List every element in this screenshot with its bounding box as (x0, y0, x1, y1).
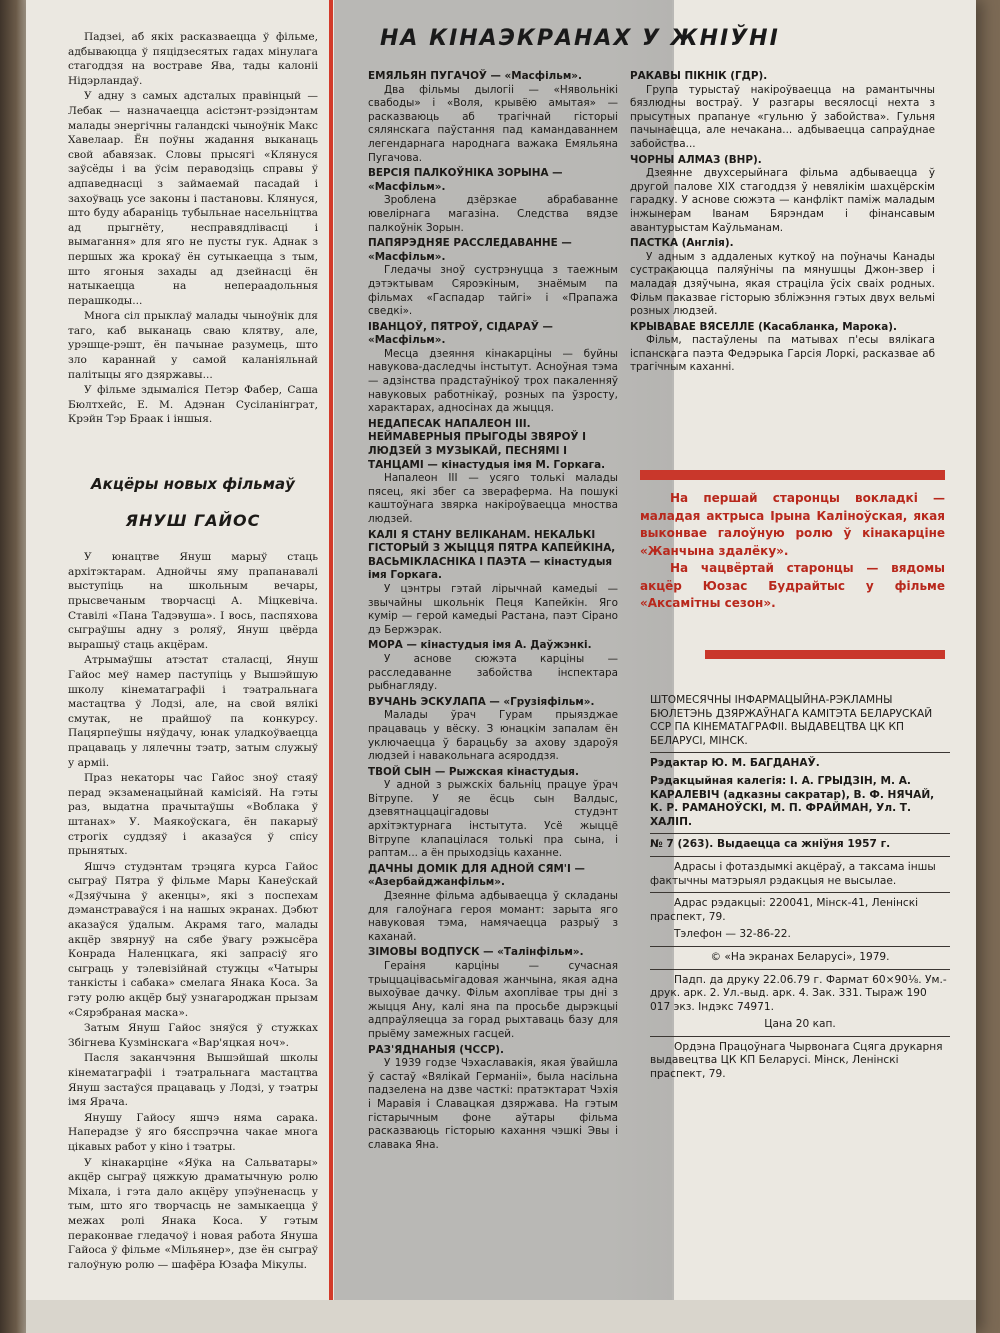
imprint-board: Рэдакцыйная калегія: І. А. ГРЫДЗІН, М. А. КАРАЛЕВІЧ (адказны сакратар), В. Ф. НЯЧАЙ, К. Р. РАМАНОЎСКІ, М. П. ФРАЙМАН, Ул. Т. ХАЛІП. (650, 774, 935, 828)
film-entry (368, 167, 618, 235)
film-description: Два фільмы дылогіі — «Нявольнікі свабоды» і «Воля, крывёю амытая» — расказваюць аб трагічнай гісторыі сялянскага паўстання пад камандаваннем легендарнага народнага важака Емяльяна Пугачова. (368, 83, 618, 164)
imprint-rule (650, 969, 950, 970)
film-heading: ДАЧНЫ ДОМІК ДЛЯ АДНОЙ СЯМ'І — «Азербайджанфільм». (368, 862, 585, 889)
film-heading: ВУЧАНЬ ЭСКУЛАПА — «Грузіяфільм». (368, 695, 595, 708)
imprint-about: ШТОМЕСЯЧНЫ ІНФАРМАЦЫЙНА-РЭКЛАМНЫ БЮЛЕТЭНЬ ДЗЯРЖАЎНАГА КАМІТЭТА БЕЛАРУСКАЙ ССР ПА КІНЕМАТАГРАФІІ. ВЫДАВЕЦТВА ЦК КП БЕЛАРУСІ, МІНСК. (650, 694, 933, 747)
imprint-print-details: Падп. да друку 22.06.79 г. Фармат 60×90⅛. Ум.-друк. арк. 2. Ул.-выд. арк. 4. Зак. 331. Тыраж 190 017 экз. Індэкс 74971. (650, 973, 947, 1013)
film-entry (368, 639, 618, 693)
imprint-rule (650, 856, 950, 857)
films-column-right (630, 70, 935, 377)
bio-paragraph: Праз некаторы час Гайос зноў стаяў перад экзаменацыйнай камісіяй. На гэты раз, выдатна прачытаўшы «Воблака ў штанах» У. Маякоўскага, ён пакарыў строгіх суддзяў і аказаўся ў спісу прынятых. (68, 772, 318, 858)
film-entry (368, 529, 618, 638)
bio-paragraph: У кінакарціне «Яўка на Сальватары» акцёр сыграў цяжкую драматычную ролю Міхала, і гэта дало акцёру упэўненасць у тым, што яго творчасць не замыкаецца ў межах ролі Янака Коса. У гэтым пераконвае гледачоў і новая работа Януша Гайоса ў фільме «Мільянер», дзе ён сыграў галоўную ролю — шафёра Юзафа Мікулы. (68, 1156, 318, 1271)
film-heading: НЕДАПЕСАК НАПАЛЕОН III. НЕЙМАВЕРНЫЯ ПРЫГОДЫ ЗВЯРОЎ І ЛЮДЗЕЙ З МУЗЫКАЙ, ПЕСНЯМІ І ТАНЦАМІ — кінастудыя імя М. Горкага. (368, 417, 606, 471)
intro-paragraph: У фільме здымаліся Петэр Фабер, Саша Бюлтхейс, Е. М. Адэнан Сусіланінграт, Крэйн Тэр Браак і іншыя. (68, 384, 318, 426)
imprint-issue: № 7 (263). Выдаецца са жніўня 1957 г. (650, 838, 891, 851)
imprint-rule (650, 833, 950, 834)
film-heading: ПАПЯРЭДНЯЕ РАССЛЕДАВАННЕ — «Масфільм». (368, 237, 572, 263)
imprint-block (650, 694, 950, 1086)
film-heading: РАКАВЫ ПІКНІК (ГДР). (630, 70, 768, 82)
film-description: Дзеянне двухсерыйнага фільма адбываецца ў другой палове XIX стагоддзя ў невялікім шахцёрскім гарадку. У аснове сюжэта — канфлікт паміж маладым інжынерам Іванам Бярэндам і фінансавым авантурыстам Каўльманам. (630, 167, 935, 234)
imprint-copyright: © «На экранах Беларусі», 1979. (710, 950, 890, 963)
film-heading: КРЫВАВАЕ ВЯСЕЛЛЕ (Касабланка, Марока). (630, 320, 897, 333)
film-description: Месца дзеяння кінакарціны — буйны навукова-даследчы інстытут. Асноўная тэма — адзінства прадстаўнікоў трох пакаленняў навуковых работнікаў, розных па ўзросту, характарах, адносінах да жыцця. (368, 347, 618, 415)
film-description: У адной з рыжскіх бальніц працуе ўрач Вітрупе. У яе ёсць сын Валдыс, дзевятнаццацігадовы студэнт архітэктурнага інстытута. Усё жыццё Вітрупе клапацілася толькі пра сына, і раптам... а ён прыходзіць каханне. (368, 779, 618, 860)
film-description: Гераіня карціны — сучасная трыццацівасьмігадовая жанчына, якая адна выхоўвае дачку. Фільм ахоплівае тры дні з жыцця Ану, калі яна па просьбе дырэкцыі адпраўляецца за горад рыхтаваць базу для прыёму замежных гасцей. (368, 960, 618, 1040)
film-entry (368, 946, 618, 1041)
film-heading: ТВОЙ СЫН — Рыжская кінастудыя. (368, 765, 579, 778)
film-description: Дзеянне фільма адбываецца ў складаны для галоўнага героя момант: зарыта яго навуковая тэма, намячаецца разрыў з каханай. (368, 890, 618, 943)
film-entry (368, 70, 618, 165)
imprint-rule (650, 946, 950, 947)
film-entry (630, 154, 935, 236)
film-description: Зроблена дзёрзкае абрабаванне ювелірнага магазіна. Следства вядзе палкоўнік Зорын. (368, 194, 618, 234)
film-heading: МОРА — кінастудыя імя А. Даўжэнкі. (368, 639, 592, 652)
film-entry (368, 321, 618, 416)
film-entry (630, 70, 935, 152)
film-heading: КАЛІ Я СТАНУ ВЕЛІКАНАМ. НЕКАЛЬКІ ГІСТОРЫЙ З ЖЫЦЦЯ ПЯТРА КАПЕЙКІНА, ВАСЬМІКЛАСНІКА І ПАЭТА — кінастудыя імя Горкага. (368, 528, 616, 582)
film-description: У аснове сюжэта карціны — расследаванне забойства інспектара рыбнагляду. (368, 652, 618, 693)
film-entry (368, 766, 618, 861)
imprint-note: Адрасы і фотаздымкі акцёраў, а таксама іншы фактычны матэрыял рэдакцыя не высылае. (650, 860, 936, 887)
imprint-rule (650, 1036, 950, 1037)
bio-paragraph: Атрымаўшы атэстат сталасці, Януш Гайос меў намер паступіць у Вышэйшую школу кінематаграфіі і тэатральнага мастацтва ў Лодзі, але, на свой вялікі смутак, не прайшоў па конкурсу. Пацярпеўшы няўдачу, юнак уладкоўваецца працаваць у лялечны тэатр, затым служыў у арміі. (68, 654, 318, 769)
bio-paragraph: У юнацтве Януш марыў стаць архітэктарам. Аднойчы яму прапанавалі выступіць на школьным вечары, прысвечаным творчасці А. Міцкевіча. Ставілі «Пана Тадэвуша». І вось, паспяхова сыграўшы адну з роляў, Януш цвёрда вырашыў стаць акцёрам. (68, 551, 318, 651)
film-entry (630, 321, 935, 375)
bio-paragraph: Яшчэ студэнтам трэцяга курса Гайос сыграў Пятра ў фільме Мары Канеўскай «Дзяўчына ў акенцы», які з поспехам дэманстраваўся і на нашых экранах. Дэбют аказаўся ўдалым. Акрамя таго, малады акцёр звярнуў на сябе ўвагу рэжысёра Конрада Наленцкага, які запрасіў яго сыграць у тэлевізійнай стужцы «Чатыры танкісты і сабака» смелага Янака Коса. За гэту ролю акцёр быў узнагароджан прызам «Сярэбраная маска». (68, 860, 318, 1019)
cover-note-first: На першай старонцы вокладкі — маладая актрыса Ірына Каліноўская, якая выконвае галоўную ролю ў кінакарціне «Жанчына здалёку». (640, 491, 945, 558)
film-description: Напалеон III — усяго толькі малады пясец, які збег са звераферма. На пошукі каштоўнага звярка накіроўваецца мноства людзей. (368, 472, 618, 525)
imprint-rule (650, 752, 950, 753)
section-title: Акцёры новых фільмаў (91, 475, 295, 494)
page-title: НА КІНАЭКРАНАХ У ЖНІЎНІ (380, 26, 780, 51)
film-entry (368, 237, 618, 319)
film-heading: ІВАНЦОЎ, ПЯТРОЎ, СІДАРАЎ — «Масфільм». (368, 320, 553, 347)
imprint-editor: Рэдактар Ю. М. БАГДАНАЎ. (650, 757, 820, 770)
film-heading: ЧОРНЫ АЛМАЗ (ВНР). (630, 153, 762, 166)
film-description: У цэнтры гэтай лірычнай камедыі — звычайны школьнік Пеця Капейкін. Яго кумір — герой камедыі Растана, паэт Сірано дэ Бержэрак. (368, 582, 618, 636)
film-description: У 1939 годзе Чэхаславакія, якая ўвайшла ў састаў «Вялікай Германіі», была насільна падзелена на дзве часткі: пратэктарат Чэхія і Маравія і Славацкая дзяржава. На гэтым гістарычным фоне аўтары фільма расказваюць гісторыю кахання чэшкі Эвы і славака Яна. (368, 1057, 618, 1151)
film-heading: ЗІМОВЫ ВОДПУСК — «Талінфільм». (368, 946, 584, 959)
film-description: Гледачы зноў сустрэнуцца з таежным дэтэктывам Сяроэкіным, знаёмым па фільмах «Гаспадар тайгі» і «Прапажа сведкі». (368, 264, 618, 318)
film-entry (368, 1044, 618, 1153)
red-divider (329, 0, 333, 1300)
left-column (68, 30, 318, 1273)
imprint-printer: Ордэна Працоўнага Чырвонага Сцяга друкарня выдавецтва ЦК КП Беларусі. Мінск, Ленінскі праспект, 79. (650, 1040, 943, 1081)
intro-paragraph: У адну з самых адсталых правінцый — Лебак — назначаецца асістэнт-рэзідэнтам малады энергічны галандскі чыноўнік Макс Хавелаар. Ён поўны жадання выканаць свой абавязак. Словы прысягі «Клянуся заўсёды і ва ўсім пераводзіць справы ў адпаведнасці з займаемай пасадай і захоўваць усе законы і пастановы. Клянуся, што буду абараніць тубыльнае насельніцтва ад прыгнёту, несправядлівасці і вымагання» для яго не пусты гук. Аднак з першых жа крокаў ён сутыкаецца з тым, што ягоныя захады ад дзейнасці ён натыкаецца на непераадольныя перашкоды... (68, 90, 318, 307)
imprint-price: Цана 20 кап. (764, 1018, 836, 1031)
red-rule-bottom (705, 650, 945, 659)
bio-paragraph: Затым Януш Гайос зняўся ў стужках Збігнева Кузмінскага «Вар'яцкая ноч». (68, 1022, 318, 1049)
film-heading: ПАСТКА (Англія). (630, 237, 734, 250)
page-lower-edge (26, 1300, 976, 1333)
intro-paragraph: Многа сіл прыклаў малады чыноўнік для таго, каб выканаць сваю клятву, але, урэшце-рэшт, ён пачынае разумець, што зло караннай у самой каланіяльнай палітыцы яго дзяржавы... (68, 310, 318, 381)
imprint-address: Адрас рэдакцыі: 220041, Мінск-41, Ленінскі праспект, 79. (650, 897, 919, 923)
film-entry (368, 863, 618, 945)
bio-paragraph: Янушу Гайосу яшчэ няма сарака. Наперадзе ў яго бясспрэчна чакае многа цікавых работ у кіно і тэатры. (68, 1111, 318, 1153)
film-heading: РАЗ'ЯДНАНЫЯ (ЧССР). (368, 1043, 505, 1056)
film-entry (368, 696, 618, 764)
film-description: У адным з аддаленых куткоў на поўначы Канады сустракаюцца паляўнічы па мянушцы Джон-звер і маладая дзяўчына, якая страціла ўсіх сваіх родных. Фільм паказвае гісторыю збліжэння гэтых двух вельмі розных людзей. (630, 250, 935, 318)
cover-note (640, 490, 945, 613)
film-description: Малады ўрач Гурам прыязджае працаваць у вёску. З юнацкім запалам ён уключаецца ў барацьбу за ахову здароўя людзей і навакольнага асяроддзя. (368, 709, 618, 763)
imprint-rule (650, 892, 950, 893)
red-rule-top (640, 470, 945, 480)
film-entry (368, 418, 618, 527)
film-heading: ЕМЯЛЬЯН ПУГАЧОЎ — «Масфільм». (368, 70, 582, 82)
actor-name-heading: ЯНУШ ГАЙОС (125, 510, 261, 530)
film-heading: ВЕРСІЯ ПАЛКОЎНІКА ЗОРЫНА — «Масфільм». (368, 167, 563, 193)
films-column-middle (368, 70, 618, 1154)
bio-paragraph: Пасля заканчэння Вышэйшай школы кінематаграфіі і тэатральнага мастацтва Януш застаўся працаваць у Лодзі, у тэатры імя Ярача. (68, 1052, 318, 1109)
intro-paragraph: Падзеі, аб якіх расказваецца ў фільме, адбываюцца ў пяцідзесятых гадах мінулага стагоддзя на востраве Ява, тады калоніі Нідэрландаў. (68, 31, 318, 87)
film-entry (630, 237, 935, 319)
imprint-phone: Тэлефон — 32-86-22. (674, 928, 791, 941)
cover-note-fourth: На чацвёртай старонцы — вядомы акцёр Юозас Будрайтыс у фільме «Аксамітны сезон». (640, 561, 945, 610)
film-description: Група турыстаў накіроўваецца на рамантычны бязлюдны востраў. У разгары весялосці нехта з прысутных прапануе «гульню ў забойства». Гульня пачынаецца, але нечакана... адбываецца сапраўднае забойства... (630, 83, 935, 150)
film-description: Фільм, пастаўлены па матывах п'есы вялікага іспанскага паэта Федэрыка Гарсія Лоркі, расказвае аб трагічным каханні. (630, 334, 935, 374)
